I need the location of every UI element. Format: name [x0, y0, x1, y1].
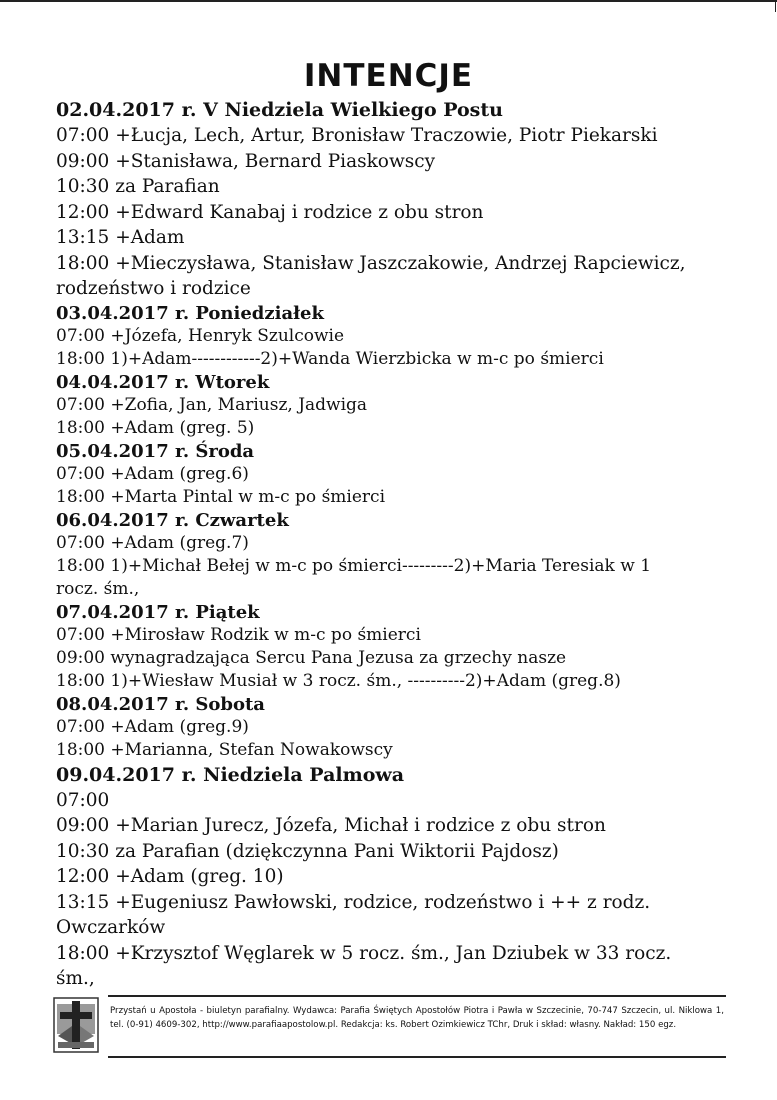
intention-line: rocz. śm.,: [56, 578, 140, 599]
day-block: [56, 440, 746, 509]
day-header: 06.04.2017 r. Czwartek: [56, 509, 289, 531]
day-header: 02.04.2017 r. V Niedziela Wielkiego Postu: [56, 99, 503, 121]
day-block: [56, 601, 746, 693]
intention-line: 07:00 +Adam (greg.6): [56, 463, 249, 484]
intention-line: 18:00 +Mieczysława, Stanisław Jaszczakowie, Andrzej Rapciewicz,: [56, 252, 686, 274]
intention-line: 18:00 1)+Wiesław Musiał w 3 rocz. śm., ----------2)+Adam (greg.8): [56, 670, 621, 691]
intention-line: 18:00 1)+Adam------------2)+Wanda Wierzbicka w m-c po śmierci: [56, 348, 604, 369]
intention-line: 12:00 +Edward Kanabaj i rodzice z obu stron: [56, 201, 484, 223]
day-header: 05.04.2017 r. Środa: [56, 440, 255, 462]
day-header: 03.04.2017 r. Poniedziałek: [56, 302, 324, 324]
day-header: 09.04.2017 r. Niedziela Palmowa: [56, 763, 405, 786]
intention-line: 13:15 +Eugeniusz Pawłowski, rodzice, rodzeństwo i ++ z rodz.: [56, 891, 651, 913]
page-title: INTENCJE: [303, 58, 474, 94]
intention-line: 09:00 wynagradzająca Sercu Pana Jezusa za grzechy nasze: [56, 647, 567, 668]
intention-line: 07:00: [56, 789, 110, 811]
day-block: [56, 762, 746, 992]
right-border-mark: [775, 0, 776, 12]
footer: [52, 992, 727, 1060]
intention-line: 07:00 +Łucja, Lech, Artur, Bronisław Traczowie, Piotr Piekarski: [56, 125, 658, 146]
day-block: [56, 693, 746, 762]
intention-line: 07:00 +Mirosław Rodzik w m-c po śmierci: [56, 624, 421, 645]
intention-line: 13:15 +Adam: [56, 227, 185, 248]
intention-line: 18:00 +Adam (greg. 5): [56, 417, 255, 438]
day-block: [56, 509, 746, 601]
footer-rule-bottom: [108, 1056, 726, 1058]
intention-line: 07:00 +Adam (greg.9): [56, 716, 249, 737]
intention-line: 07:00 +Zofia, Jan, Mariusz, Jadwiga: [56, 394, 368, 415]
intention-line: 09:00 +Stanisława, Bernard Piaskowscy: [56, 150, 436, 172]
intention-line: 09:00 +Marian Jurecz, Józefa, Michał i rodzice z obu stron: [56, 815, 606, 836]
intention-line: śm.,: [56, 968, 95, 989]
day-header: 07.04.2017 r. Piątek: [56, 601, 260, 623]
top-border: [0, 0, 777, 2]
intention-line: rodzeństwo i rodzice: [56, 278, 251, 299]
intention-line: 07:00 +Adam (greg.7): [56, 532, 249, 553]
intention-line: 18:00 1)+Michał Bełej w m-c po śmierci---------2)+Maria Teresiak w 1: [56, 555, 652, 576]
intention-line: 10:30 za Parafian (dziękczynna Pani Wiktorii Pajdosz): [56, 840, 559, 862]
day-block: [56, 302, 746, 371]
intention-line: 10:30 za Parafian: [56, 176, 220, 197]
day-header: 04.04.2017 r. Wtorek: [56, 371, 270, 393]
intention-line: 07:00 +Józefa, Henryk Szulcowie: [56, 325, 345, 346]
intention-line: Owczarków: [56, 917, 166, 938]
day-block: [56, 371, 746, 440]
intentions-list: [56, 97, 746, 992]
intention-line: 12:00 +Adam (greg. 10): [56, 866, 284, 887]
day-header: 08.04.2017 r. Sobota: [56, 693, 265, 715]
intention-line: 18:00 +Marianna, Stefan Nowakowscy: [56, 739, 393, 760]
footer-text: Przystań u Apostoła - biuletyn parafialny. Wydawca: Parafia Świętych Apostołów Piotra i Pawła w Szczecinie, 70-747 Szczecin, ul. Niklowa 1, tel. (0-91) 4609-302, http://www.parafiaapostolow.pl. Redakcja: ks. Robert Ozimkiewicz TChr, Druk i skład: własny. Nakład: 150 egz.: [110, 1006, 724, 1030]
day-block: [56, 97, 746, 302]
intention-line: 18:00 +Krzysztof Węglarek w 5 rocz. śm., Jan Dziubek w 33 rocz.: [56, 942, 672, 964]
parish-logo-icon: [52, 996, 100, 1054]
footer-rule-top: [108, 995, 726, 997]
intention-line: 18:00 +Marta Pintal w m-c po śmierci: [56, 486, 386, 507]
